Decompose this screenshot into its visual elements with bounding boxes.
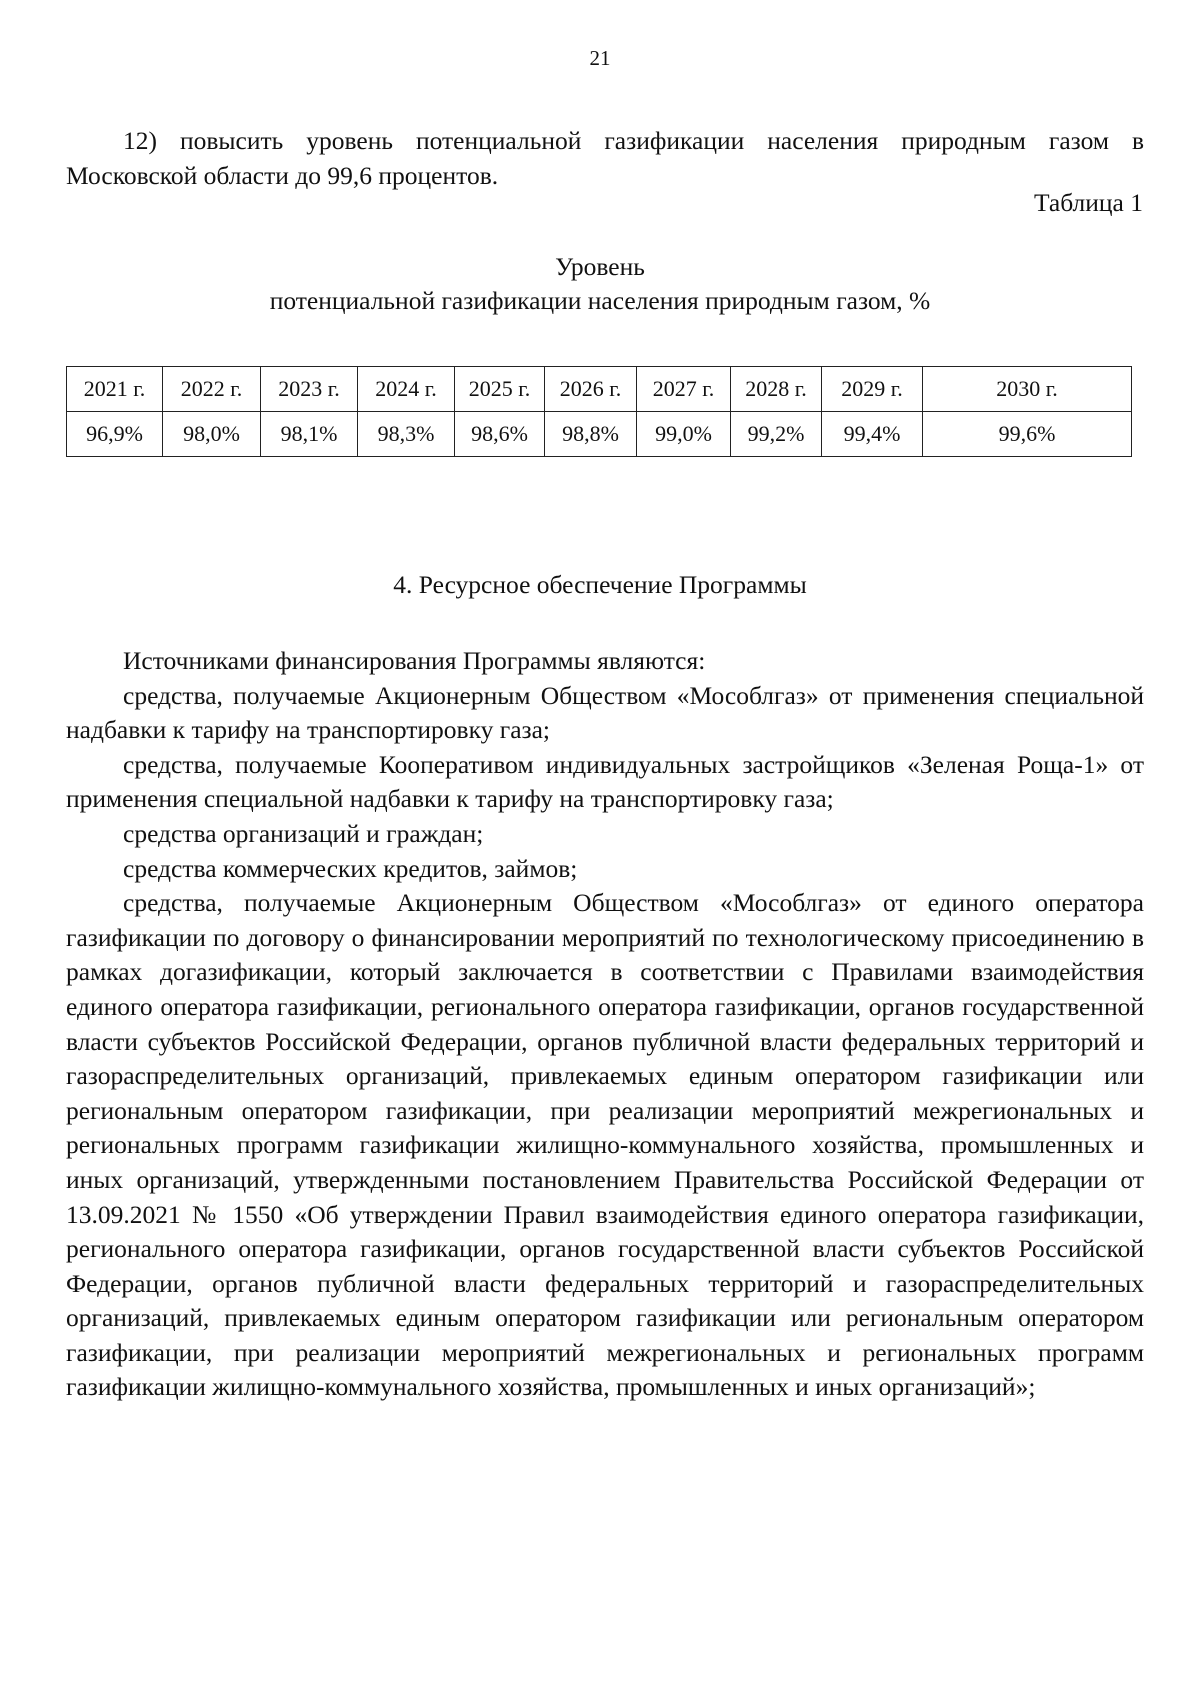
year-cell: 2025 г. [455,367,545,412]
page-number: 21 [589,46,611,70]
year-cell: 2022 г. [163,367,261,412]
value-cell: 96,9% [67,412,163,457]
funding-item: средства, получаемые Акционерным Обществом «Мособлгаз» от единого оператора газификации по договору о финансировании мероприятий по технологическому присоединению в рамках догазификации, который заключается в соответствии с Правилами взаимодействия единого оператора газификации, регионального оператора газификации, органов государственной власти субъектов Российской Федерации, органов публичной власти федеральных территорий и газораспределительных организаций, привлекаемых единым оператором газификации или региональным оператором газификации, при реализации мероприятий межрегиональных и региональных программ газификации жилищно-коммунального хозяйства, промышленных и иных организаций, утвержденными постановлением Правительства Российской Федерации от 13.09.2021 № 1550 «Об утверждении Правил взаимодействия единого оператора газификации, регионального оператора газификации, органов государственной власти субъектов Российской Федерации, органов публичной власти федеральных территорий и газораспределительных организаций, привлекаемых единым оператором газификации или региональным оператором газификации, при реализации мероприятий межрегиональных и региональных программ газификации жилищно-коммунального хозяйства, промышленных и иных организаций»; [66,888,1144,1402]
item-12-paragraph [66,124,1144,193]
funding-item: средства организаций и граждан; [123,818,484,848]
year-cell: 2030 г. [923,367,1132,412]
funding-item: средства коммерческих кредитов, займов; [123,853,578,883]
year-cell: 2023 г. [261,367,358,412]
value-cell: 99,0% [637,412,731,457]
table-header-row [67,367,1132,412]
year-cell: 2021 г. [67,367,163,412]
funding-item: средства, получаемые Кооперативом индивидуальных застройщиков «Зеленая Роща-1» от применения специальной надбавки к тарифу на транспортировку газа; [66,749,1144,814]
value-cell: 99,4% [822,412,923,457]
gasification-table [66,366,1132,457]
year-cell: 2026 г. [545,367,637,412]
year-cell: 2024 г. [358,367,455,412]
funding-sources [66,644,1144,1405]
funding-item: средства, получаемые Акционерным Обществом «Мособлгаз» от применения специальной надбавки к тарифу на транспортировку газа; [66,680,1144,745]
year-cell: 2028 г. [731,367,822,412]
table-values-row [67,412,1132,457]
item-12-text: 12) повысить уровень потенциальной газификации населения природным газом в Московской области до 99,6 процентов. [66,126,1144,190]
value-cell: 98,6% [455,412,545,457]
section-heading: 4. Ресурсное обеспечение Программы [393,570,807,599]
year-cell: 2027 г. [637,367,731,412]
table-title-line-2: потенциальной газификации населения природным газом, % [269,286,931,315]
value-cell: 98,8% [545,412,637,457]
year-cell: 2029 г. [822,367,923,412]
value-cell: 98,3% [358,412,455,457]
funding-intro: Источниками финансирования Программы являются: [123,646,706,675]
value-cell: 99,2% [731,412,822,457]
value-cell: 98,1% [261,412,358,457]
table-label: Таблица 1 [1033,188,1143,217]
value-cell: 98,0% [163,412,261,457]
value-cell: 99,6% [923,412,1132,457]
table-title-line-1: Уровень [555,252,645,281]
